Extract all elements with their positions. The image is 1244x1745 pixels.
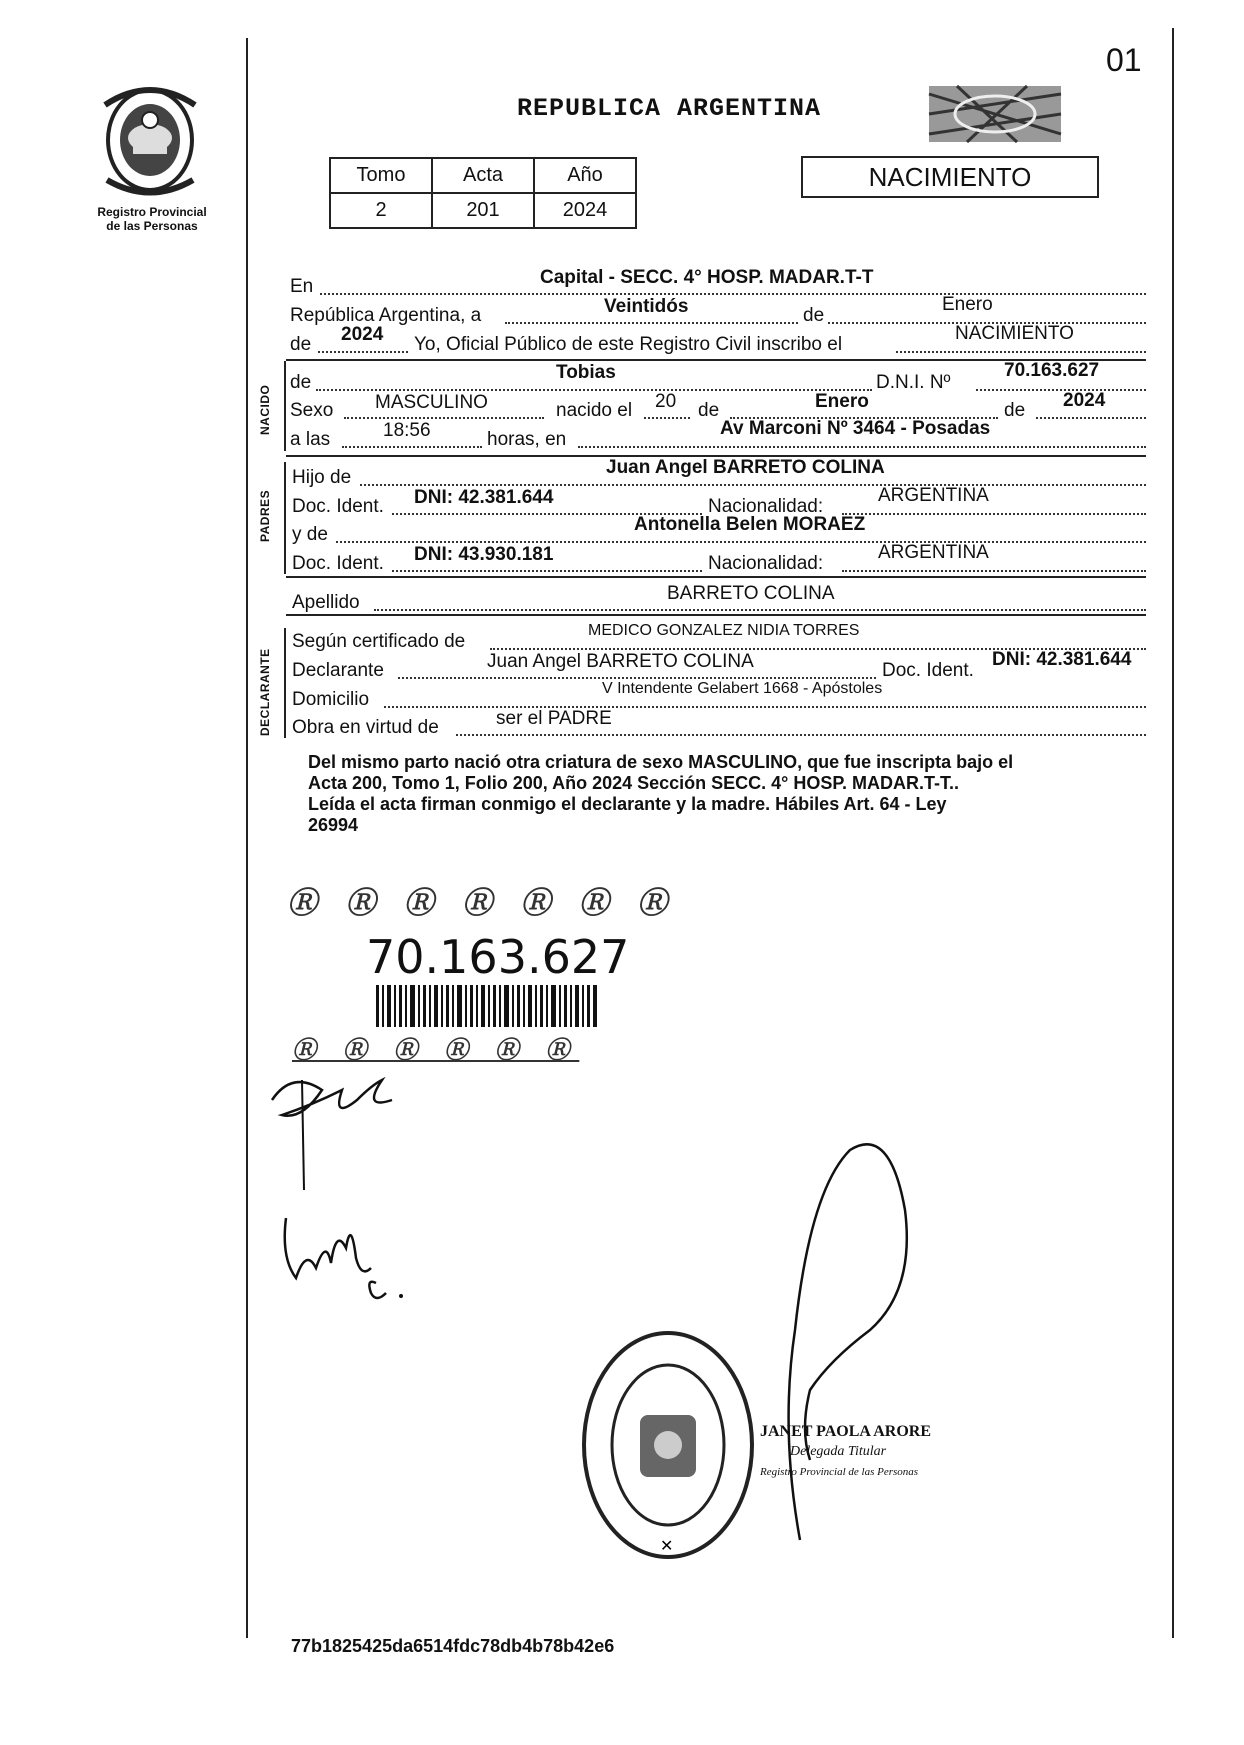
father-dots bbox=[360, 484, 1146, 486]
year-value: 2024 bbox=[341, 324, 384, 345]
birth-year-dots bbox=[1036, 417, 1146, 419]
en-dots bbox=[320, 293, 1146, 295]
dni-dots bbox=[976, 389, 1146, 391]
registry-table bbox=[329, 157, 637, 229]
alas-label: a las bbox=[290, 429, 331, 450]
anio-value: 2024 bbox=[534, 193, 636, 228]
horas-label: horas, en bbox=[487, 429, 567, 450]
obra-label: Obra en virtud de bbox=[292, 717, 439, 738]
birth-day: 20 bbox=[655, 391, 677, 412]
declarante-dots bbox=[398, 677, 876, 679]
republica-label: República Argentina, a bbox=[290, 305, 482, 326]
cert-label: Según certificado de bbox=[292, 631, 466, 652]
declarante-doc-label: Doc. Ident. bbox=[882, 660, 974, 681]
sexo-dots bbox=[344, 417, 544, 419]
father-nationality: ARGENTINA bbox=[878, 485, 989, 506]
declarante-bracket bbox=[284, 628, 286, 738]
de2-label: de bbox=[290, 334, 312, 355]
mother-doc-label: Doc. Ident. bbox=[292, 553, 384, 574]
birth-place: Av Marconi Nº 3464 - Posadas bbox=[720, 418, 991, 439]
signature-declarante bbox=[262, 1060, 412, 1200]
acta-header: Acta bbox=[432, 158, 534, 193]
apellido-label: Apellido bbox=[292, 592, 360, 613]
month-value: Enero bbox=[942, 294, 993, 315]
nacido-bracket bbox=[284, 361, 286, 451]
security-strip-bottom: Ⓡ Ⓡ Ⓡ Ⓡ Ⓡ Ⓡ bbox=[292, 1037, 580, 1064]
oficial-label: Yo, Oficial Público de este Registro Civil inscribo el bbox=[414, 334, 843, 355]
father-doc-label: Doc. Ident. bbox=[292, 496, 384, 517]
mother-dots bbox=[336, 541, 1146, 543]
apellido-divider bbox=[286, 614, 1146, 616]
registry-line-2: de las Personas bbox=[106, 219, 198, 233]
cert-value: MEDICO GONZALEZ NIDIA TORRES bbox=[588, 622, 860, 639]
tomo-value: 2 bbox=[330, 193, 432, 228]
note-line-3: Leída el acta firman conmigo el declarante y la madre. Hábiles Art. 64 - Ley bbox=[308, 794, 947, 814]
declarante-label: Declarante bbox=[292, 660, 384, 681]
obra-dots bbox=[456, 734, 1146, 736]
birth-year: 2024 bbox=[1063, 390, 1106, 411]
tomo-header: Tomo bbox=[330, 158, 432, 193]
document-title: REPUBLICA ARGENTINA bbox=[517, 94, 822, 123]
yde-label: y de bbox=[292, 524, 328, 545]
barcode-number: 70.163.627 bbox=[366, 930, 630, 984]
mother-doc: DNI: 43.930.181 bbox=[414, 544, 554, 565]
nacido-de-label: de bbox=[290, 372, 312, 393]
signature-madre bbox=[276, 1208, 416, 1318]
domicilio-value: V Intendente Gelabert 1668 - Apóstoles bbox=[602, 680, 883, 697]
notes-block bbox=[308, 752, 1138, 836]
domicilio-label: Domicilio bbox=[292, 689, 370, 710]
note-line-4: 26994 bbox=[308, 815, 359, 835]
note-line-1: Del mismo parto nació otra criatura de sexo MASCULINO, que fue inscripta bajo el bbox=[308, 752, 1014, 772]
note-line-2: Acta 200, Tomo 1, Folio 200, Año 2024 Sección SECC. 4° HOSP. MADAR.T-T.. bbox=[308, 773, 960, 793]
child-dni: 70.163.627 bbox=[1004, 360, 1100, 381]
en-value: Capital - SECC. 4° HOSP. MADAR.T-T bbox=[540, 267, 874, 288]
padres-side-label: PADRES bbox=[258, 489, 272, 542]
right-border-line bbox=[1172, 28, 1174, 1638]
barcode bbox=[376, 985, 598, 1027]
stamp-role: Delegada Titular bbox=[790, 1444, 887, 1459]
hijo-label: Hijo de bbox=[292, 467, 352, 488]
declarante-side-label: DECLARANTE bbox=[258, 648, 272, 736]
mother-nat-dots bbox=[842, 570, 1146, 572]
seal-outer-text bbox=[600, 1580, 601, 1581]
day-value: Veintidós bbox=[604, 296, 689, 317]
svg-text:✕: ✕ bbox=[660, 1536, 674, 1555]
registry-line-1: Registro Provincial bbox=[97, 205, 207, 219]
signature-oficial bbox=[740, 1130, 920, 1550]
father-name: Juan Angel BARRETO COLINA bbox=[606, 457, 885, 478]
father-doc: DNI: 42.381.644 bbox=[414, 487, 554, 508]
type-dots bbox=[896, 351, 1146, 353]
sexo-value: MASCULINO bbox=[375, 392, 488, 413]
registry-caption bbox=[72, 205, 232, 233]
father-nat-dots bbox=[842, 513, 1146, 515]
place-dots bbox=[578, 446, 1146, 448]
provincial-crest-logo bbox=[95, 80, 205, 200]
padres-bracket bbox=[284, 462, 286, 574]
stamp-name: JANET PAOLA ARORE bbox=[760, 1423, 931, 1440]
birth-month: Enero bbox=[815, 391, 869, 412]
de-label: de bbox=[800, 305, 827, 327]
child-name: Tobias bbox=[556, 362, 616, 383]
page-number: 01 bbox=[1106, 42, 1142, 78]
footer-hash: 77b1825425da6514fdc78db4b78b42e6 bbox=[291, 1636, 615, 1656]
seal-caption bbox=[600, 1580, 601, 1581]
mother-nationality: ARGENTINA bbox=[878, 542, 989, 563]
stamp-org: Registro Provincial de las Personas bbox=[760, 1466, 919, 1478]
birth-day-dots bbox=[644, 417, 690, 419]
type-value: NACIMIENTO bbox=[955, 323, 1074, 344]
nacido-el-label: nacido el bbox=[556, 400, 633, 421]
year-dots bbox=[318, 351, 408, 353]
en-label: En bbox=[290, 276, 314, 297]
apellido-value: BARRETO COLINA bbox=[667, 583, 835, 604]
hour-dots bbox=[342, 446, 482, 448]
apellido-dots bbox=[374, 609, 1146, 611]
nacido-side-label: NACIDO bbox=[258, 384, 272, 435]
dni-label: D.N.I. Nº bbox=[876, 372, 951, 393]
padres-divider bbox=[286, 576, 1146, 578]
acta-value: 201 bbox=[432, 193, 534, 228]
hologram-seal bbox=[927, 84, 1063, 144]
mother-name: Antonella Belen MORAEZ bbox=[634, 514, 866, 535]
birth-de-label: de bbox=[698, 400, 720, 421]
sexo-label: Sexo bbox=[290, 400, 334, 421]
security-strip-top: Ⓡ Ⓡ Ⓡ Ⓡ Ⓡ Ⓡ Ⓡ bbox=[287, 887, 678, 920]
left-border-line bbox=[246, 38, 248, 1638]
official-seal bbox=[578, 1325, 758, 1565]
birth-de2-label: de bbox=[1004, 400, 1026, 421]
declarante-value: Juan Angel BARRETO COLINA bbox=[487, 651, 754, 672]
father-nat-label: Nacionalidad: bbox=[708, 496, 824, 517]
obra-value: ser el PADRE bbox=[496, 708, 612, 729]
anio-header: Año bbox=[534, 158, 636, 193]
official-stamp bbox=[760, 1422, 931, 1482]
record-type-box: NACIMIENTO bbox=[801, 156, 1099, 198]
mother-nat-label: Nacionalidad: bbox=[708, 553, 824, 574]
birth-hour: 18:56 bbox=[383, 420, 431, 441]
mother-doc-dots bbox=[392, 570, 702, 572]
declarante-doc: DNI: 42.381.644 bbox=[992, 649, 1132, 670]
name-dots bbox=[316, 389, 872, 391]
